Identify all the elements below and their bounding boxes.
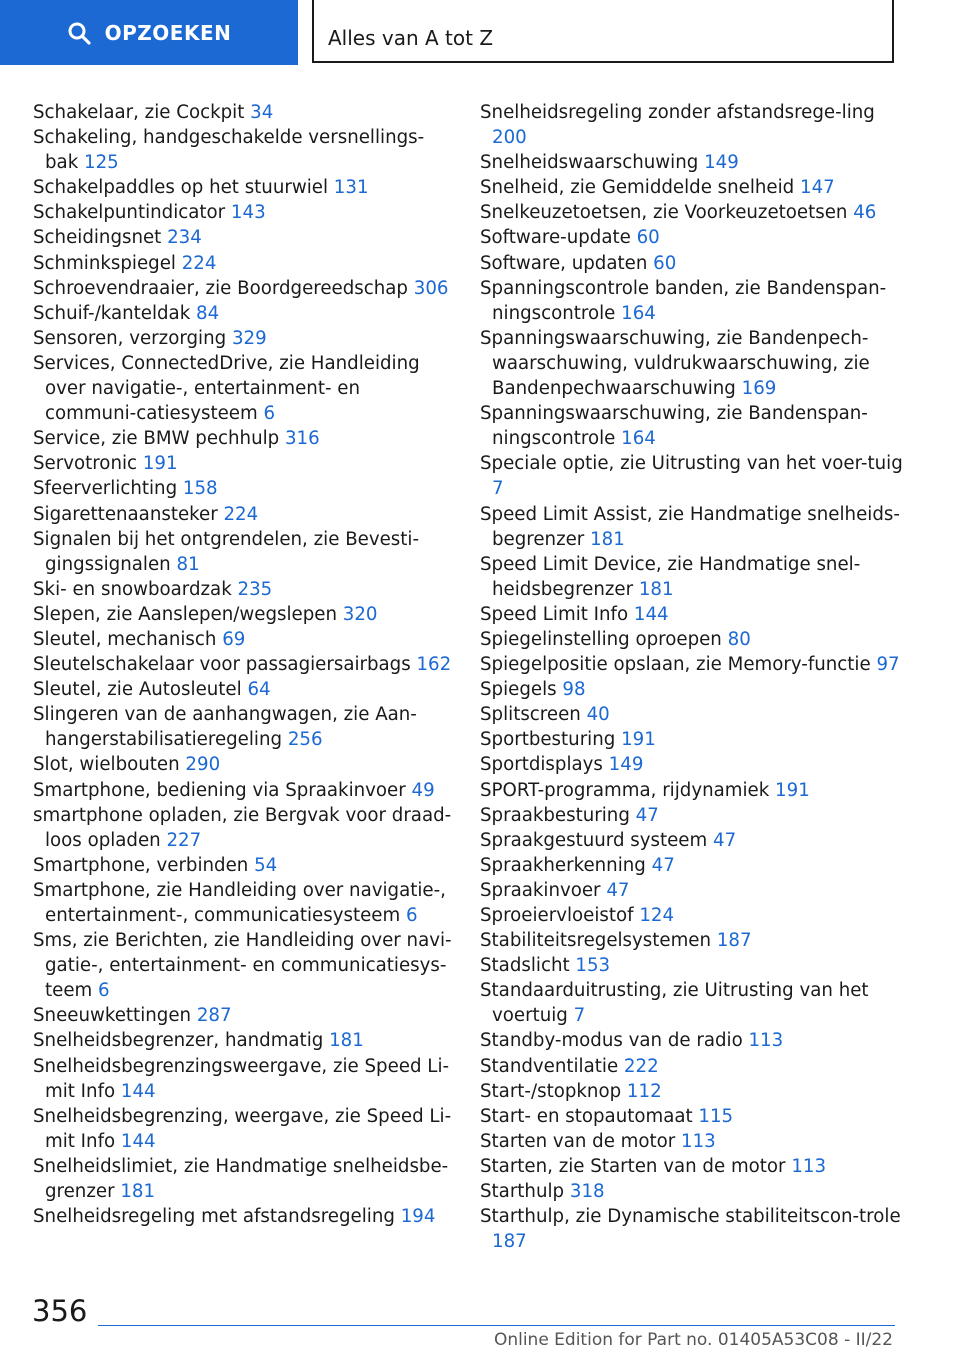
index-entry-text: Schakeling, handgeschakelde versnellings-bak	[33, 127, 425, 174]
index-entry	[480, 752, 910, 777]
index-entry	[480, 200, 910, 225]
page-link[interactable]: 7	[492, 478, 504, 500]
index-entry	[33, 225, 453, 250]
index-entry-text: Smartphone, bediening via Spraakinvoer	[33, 779, 412, 801]
index-entry-text: Stabiliteitsregelsystemen	[480, 930, 717, 952]
index-entry	[33, 652, 453, 677]
index-entry-text: SPORT-programma, rijdynamiek	[480, 779, 776, 801]
index-entry	[480, 1179, 910, 1204]
index-entry	[33, 1154, 453, 1204]
index-entry-text: Standby-modus van de radio	[480, 1030, 749, 1052]
page-link[interactable]: 149	[608, 754, 644, 776]
index-entry	[480, 326, 910, 401]
page-link[interactable]: 329	[231, 327, 267, 349]
index-entry	[33, 476, 453, 501]
index-entry-text: Snelheidsbegrenzer, handmatig	[33, 1030, 330, 1052]
page-link[interactable]: 34	[250, 102, 274, 123]
index-entry-text: Starten van de motor	[480, 1130, 682, 1152]
index-entry	[33, 200, 453, 225]
index-entry-text: Snelheidsregeling zonder afstandsrege-ling	[480, 102, 875, 123]
index-entry	[33, 1003, 453, 1028]
index-entry	[33, 778, 453, 803]
index-entry	[33, 100, 453, 125]
index-entry	[33, 251, 453, 276]
page-link[interactable]: 144	[120, 1130, 156, 1152]
index-entry	[33, 351, 453, 426]
search-button[interactable]	[0, 0, 298, 65]
index-entry	[480, 627, 910, 652]
index-entry-text: Speciale optie, zie Uitrusting van het voer-tuig	[480, 453, 903, 475]
index-entry-text: Slepen, zie Aanslepen/wegslepen	[33, 603, 343, 625]
page-link[interactable]: 169	[741, 378, 777, 400]
page-link[interactable]: 235	[237, 578, 273, 600]
index-entry-text: smartphone opladen, zie Bergvak voor draad-loos opladen	[33, 804, 452, 851]
page-link[interactable]: 47	[606, 879, 630, 901]
index-entry-text: Spanningswaarschuwing, zie Bandenpech-waarschuwing, vuldrukwaarschuwing, zie Bandenpechwaarschuwing	[480, 327, 870, 400]
search-icon	[67, 21, 91, 45]
page-link[interactable]: 187	[716, 930, 752, 952]
index-entry-text: Spraakbesturing	[480, 804, 636, 826]
index-column-right	[480, 100, 910, 1254]
page-link[interactable]: 80	[727, 628, 751, 650]
page-link[interactable]: 164	[621, 428, 656, 450]
index-entry	[480, 1104, 910, 1129]
index-entry	[480, 878, 910, 903]
index-entry-text: Spraakinvoer	[480, 879, 607, 901]
index-entry-text: Sneeuwkettingen	[33, 1005, 197, 1027]
page-link[interactable]: 125	[84, 152, 119, 174]
page-link[interactable]: 47	[651, 854, 675, 876]
page-link[interactable]: 227	[166, 829, 202, 851]
index-entry	[33, 928, 453, 1003]
page-link[interactable]: 69	[222, 628, 246, 650]
index-entry-text: Schakelaar, zie Cockpit	[33, 102, 251, 123]
page-link[interactable]: 97	[876, 654, 900, 676]
index-entry-text: Smartphone, verbinden	[33, 854, 255, 876]
index-entry-text: Schminkspiegel	[33, 252, 182, 274]
index-entry-text: Sigarettenaansteker	[33, 503, 224, 525]
index-entry-text: Signalen bij het ontgrendelen, zie Bevesti-gingssignalen	[33, 528, 420, 575]
page-link[interactable]: 113	[791, 1155, 827, 1177]
index-entry	[33, 1104, 453, 1154]
page-link[interactable]: 153	[575, 955, 611, 977]
page-link[interactable]: 316	[284, 428, 320, 450]
index-entry-text: Starten, zie Starten van de motor	[480, 1155, 792, 1177]
index-entry	[33, 853, 453, 878]
index-entry-text: Slot, wielbouten	[33, 754, 186, 776]
page-link[interactable]: 84	[196, 302, 220, 324]
page-link[interactable]: 222	[623, 1055, 659, 1077]
page-link[interactable]: 181	[638, 578, 674, 600]
page-link[interactable]: 162	[416, 654, 452, 676]
index-entry-text: Servotronic	[33, 453, 143, 475]
page-link[interactable]: 224	[223, 503, 259, 525]
section-title: Alles van A tot Z	[328, 26, 494, 50]
page-link[interactable]: 144	[120, 1080, 156, 1102]
index-entry-text: Sproeiervloeistof	[480, 905, 640, 926]
page-link[interactable]: 191	[621, 729, 656, 751]
page-link[interactable]: 6	[98, 980, 110, 1002]
page-link[interactable]: 60	[653, 252, 677, 274]
index-entry-text: Schakelpuntindicator	[33, 202, 231, 224]
page-link[interactable]: 113	[748, 1030, 784, 1052]
index-entry	[480, 652, 910, 677]
index-entry	[480, 1079, 910, 1104]
index-entry	[480, 150, 910, 175]
index-entry-text: Schuif-/kanteldak	[33, 302, 197, 324]
page-link[interactable]: 306	[413, 277, 449, 299]
index-entry	[33, 752, 453, 777]
page-link[interactable]: 6	[405, 905, 418, 926]
page-link[interactable]: 143	[230, 202, 266, 224]
index-entry-text: Sensoren, verzorging	[33, 327, 232, 349]
page-link[interactable]: 60	[636, 227, 660, 249]
page-link[interactable]: 115	[698, 1105, 734, 1127]
index-entry	[33, 276, 453, 301]
index-entry	[480, 828, 910, 853]
index-entry	[33, 451, 453, 476]
index-entry	[33, 627, 453, 652]
index-entry	[33, 602, 453, 627]
index-entry-text: Spanningscontrole banden, zie Bandenspan-ningscontrole	[480, 277, 887, 324]
index-entry-text: Sleutel, zie Autosleutel	[33, 679, 248, 701]
index-entry	[33, 577, 453, 602]
index-entry-text: Sleutelschakelaar voor passagiersairbags	[33, 654, 417, 676]
index-entry	[480, 1204, 910, 1254]
index-entry	[480, 401, 910, 451]
page-link[interactable]: 113	[681, 1130, 716, 1152]
page-link[interactable]: 320	[342, 603, 378, 625]
page-link[interactable]: 287	[196, 1005, 232, 1027]
page-link[interactable]: 98	[562, 679, 586, 701]
index-entry-text: Sportdisplays	[480, 754, 609, 776]
index-entry	[480, 702, 910, 727]
index-entry-text: Standaarduitrusting, zie Uitrusting van het voertuig	[480, 980, 869, 1027]
index-entry-text: Spiegelinstelling oproepen	[480, 628, 728, 650]
index-entry	[480, 1054, 910, 1079]
index-entry-text: Smartphone, zie Handleiding over navigatie-, entertainment-, communicatiesysteem	[33, 879, 446, 926]
index-entry-text: Snelheidsbegrenzingsweergave, zie Speed Li-mit Info	[33, 1055, 450, 1102]
page-link[interactable]: 6	[263, 403, 276, 425]
index-entry-text: Snelkeuzetoetsen, zie Voorkeuzetoetsen	[480, 202, 854, 224]
index-entry-text: Splitscreen	[480, 704, 587, 726]
page-link[interactable]: 224	[181, 252, 217, 274]
index-entry	[480, 903, 910, 928]
page-link[interactable]: 187	[492, 1231, 527, 1253]
index-entry-text: Slingeren van de aanhangwagen, zie Aan-hangerstabilisatieregeling	[33, 704, 417, 751]
page-link[interactable]: 158	[182, 478, 218, 500]
index-entry	[480, 953, 910, 978]
index-entry-text: Sportbesturing	[480, 729, 622, 751]
page-link[interactable]: 181	[120, 1181, 156, 1203]
index-entry-text: Speed Limit Assist, zie Handmatige snelheids-begrenzer	[480, 503, 900, 550]
page-link[interactable]: 181	[590, 528, 625, 550]
page-link[interactable]: 149	[704, 152, 739, 174]
index-entry-text: Spanningswaarschuwing, zie Bandenspan-ningscontrole	[480, 403, 868, 450]
index-entry-text: Ski- en snowboardzak	[33, 578, 238, 600]
index-entry	[33, 125, 453, 175]
index-entry	[480, 803, 910, 828]
page-link[interactable]: 191	[142, 453, 178, 475]
page-link[interactable]: 81	[176, 553, 200, 575]
index-entry-text: Spiegelpositie opslaan, zie Memory-functie	[480, 654, 877, 676]
page-link[interactable]: 47	[635, 804, 659, 826]
index-entry	[33, 1054, 453, 1104]
index-entry	[33, 1028, 453, 1053]
page-number: 356	[32, 1294, 88, 1328]
index-entry-text: Snelheidsregeling met afstandsregeling	[33, 1206, 401, 1228]
page-link[interactable]: 234	[167, 227, 202, 249]
footer-edition: Online Edition for Part no. 01405A53C08 - II/22	[493, 1330, 893, 1350]
page-link[interactable]: 54	[254, 854, 278, 876]
page-link[interactable]: 64	[247, 679, 271, 701]
index-entry	[33, 527, 453, 577]
index-entry	[480, 1154, 910, 1179]
index-entry-text: Starthulp, zie Dynamische stabiliteitscon-trole	[480, 1206, 901, 1228]
footer-divider	[98, 1325, 895, 1326]
index-entry-text: Speed Limit Info	[480, 603, 634, 625]
index-entry-text: Services, ConnectedDrive, zie Handleiding over navigatie-, entertainment- en communi-catiesysteem	[33, 352, 420, 425]
index-entry-text: Scheidingsnet	[33, 227, 168, 249]
index-entry	[480, 853, 910, 878]
index-entry-text: Spraakherkenning	[480, 854, 652, 876]
page-link[interactable]: 191	[775, 779, 810, 801]
index-entry-text: Snelheidslimiet, zie Handmatige snelheidsbe-grenzer	[33, 1155, 449, 1203]
index-entry-text: Start- en stopautomaat	[480, 1105, 699, 1127]
index-entry-text: Starthulp	[480, 1181, 570, 1203]
index-entry-text: Software-update	[480, 227, 637, 249]
index-entry-text: Stadslicht	[480, 955, 576, 977]
index-entry	[480, 1129, 910, 1154]
index-entry	[480, 727, 910, 752]
index-entry-text: Schakelpaddles op het stuurwiel	[33, 177, 334, 199]
index-entry	[480, 602, 910, 627]
section-title-box	[312, 0, 894, 63]
index-entry-text: Software, updaten	[480, 252, 654, 274]
index-entry	[33, 878, 453, 928]
page-link[interactable]: 194	[400, 1206, 436, 1228]
page-link[interactable]: 256	[287, 729, 323, 751]
index-entry	[480, 928, 910, 953]
index-entry	[480, 100, 910, 150]
index-entry-text: Snelheidsbegrenzing, weergave, zie Speed Li-mit Info	[33, 1105, 452, 1152]
index-entry-text: Sms, zie Berichten, zie Handleiding over navi-gatie-, entertainment- en communicatiesys-teem	[33, 930, 452, 1002]
page-link[interactable]: 144	[633, 603, 669, 625]
index-entry	[480, 677, 910, 702]
index-entry-text: Snelheid, zie Gemiddelde snelheid	[480, 177, 801, 199]
page-link[interactable]: 40	[586, 704, 610, 726]
page-link[interactable]: 200	[492, 127, 527, 149]
index-entry	[480, 552, 910, 602]
index-entry-text: Start-/stopknop	[480, 1080, 627, 1102]
index-entry	[33, 175, 453, 200]
page-link[interactable]: 318	[569, 1181, 605, 1203]
index-entry-text: Service, zie BMW pechhulp	[33, 428, 285, 450]
page-link[interactable]: 124	[639, 905, 675, 926]
index-entry	[33, 702, 453, 752]
index-column-left	[33, 100, 453, 1229]
page-link[interactable]: 46	[853, 202, 877, 224]
page-link[interactable]: 7	[573, 1005, 586, 1027]
index-entry-text: Schroevendraaier, zie Boordgereedschap	[33, 277, 414, 299]
page-link[interactable]: 47	[713, 829, 737, 851]
index-entry-text: Speed Limit Device, zie Handmatige snel-heidsbegrenzer	[480, 553, 861, 600]
index-entry	[33, 1204, 453, 1229]
index-entry	[33, 301, 453, 326]
index-entry-text: Standventilatie	[480, 1055, 624, 1077]
index-entry	[480, 175, 910, 200]
index-entry	[480, 451, 910, 501]
index-entry	[33, 326, 453, 351]
index-entry-text: Sleutel, mechanisch	[33, 628, 223, 650]
page-link[interactable]: 147	[800, 177, 835, 199]
index-entry	[33, 677, 453, 702]
index-entry	[480, 778, 910, 803]
index-entry	[480, 276, 910, 326]
index-entry	[33, 803, 453, 853]
page-link[interactable]: 290	[185, 754, 221, 776]
index-entry-text: Spraakgestuurd systeem	[480, 829, 713, 851]
index-entry	[480, 978, 910, 1028]
index-entry	[33, 426, 453, 451]
page-link[interactable]: 131	[333, 177, 369, 199]
page-link[interactable]: 49	[411, 779, 435, 801]
index-entry	[480, 502, 910, 552]
index-entry	[480, 1028, 910, 1053]
index-entry	[480, 225, 910, 250]
index-entry	[480, 251, 910, 276]
index-entry-text: Sfeerverlichting	[33, 478, 183, 500]
page-link[interactable]: 164	[621, 302, 656, 324]
page-link[interactable]: 181	[329, 1030, 364, 1052]
index-entry-text: Spiegels	[480, 679, 563, 701]
page-header	[0, 0, 960, 66]
index-entry	[33, 502, 453, 527]
search-label: OPZOEKEN	[104, 20, 232, 45]
page-link[interactable]: 112	[626, 1080, 662, 1102]
index-entry-text: Snelheidswaarschuwing	[480, 152, 705, 174]
